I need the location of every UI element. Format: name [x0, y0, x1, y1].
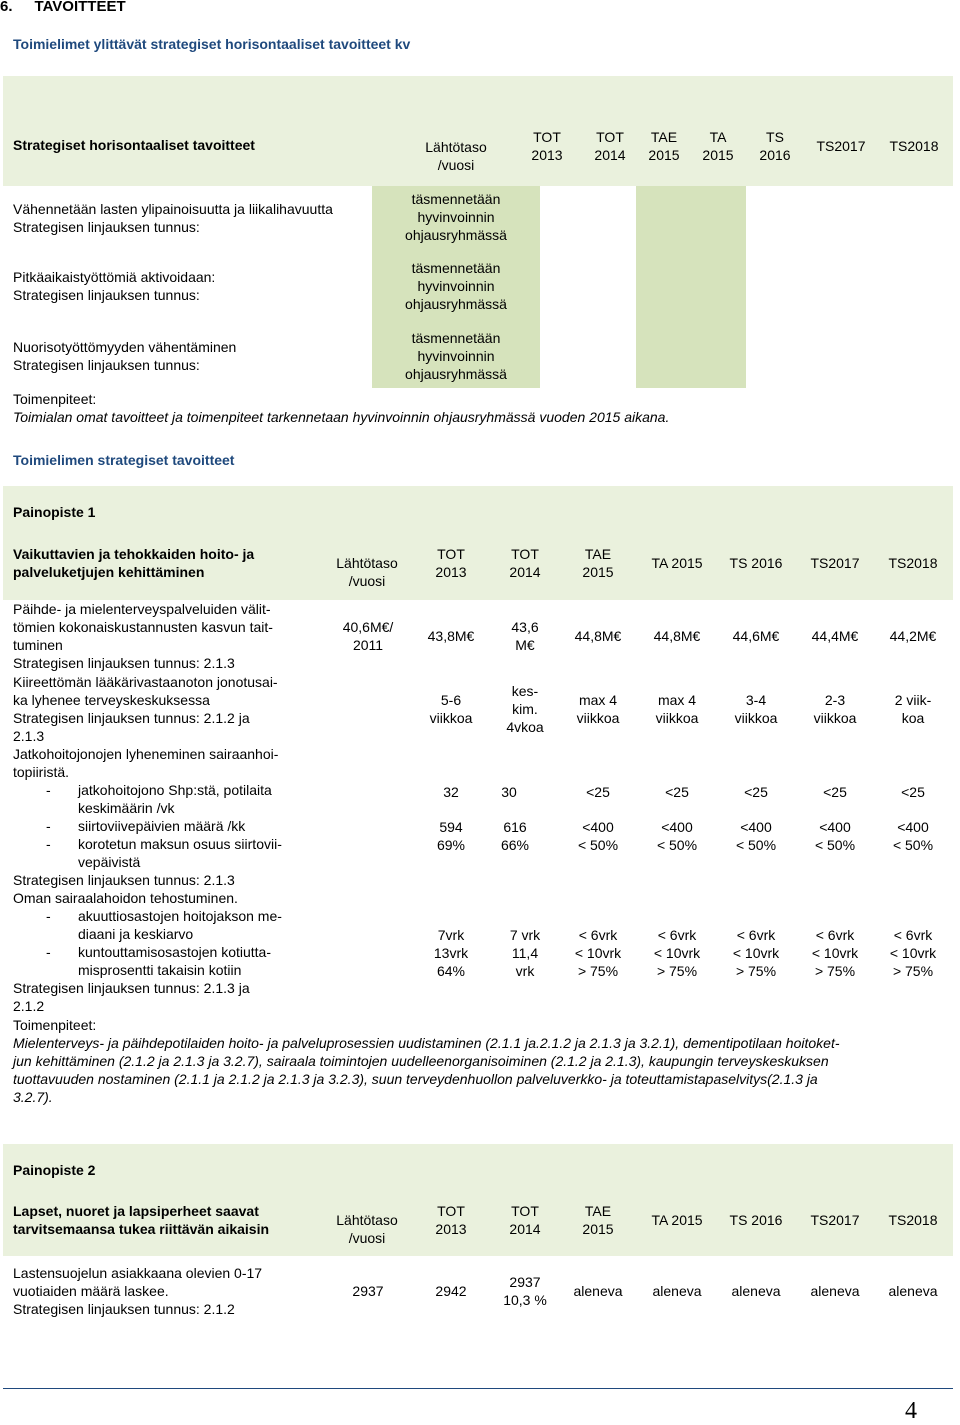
- p1-row-2-v2: kes- kim. 4vkoa: [506, 683, 544, 735]
- p1-row-1-v4: 44,8M€: [653, 628, 701, 644]
- p1-row-1-v3: 44,8M€: [574, 628, 622, 644]
- p1-row-4-v6: < 6vrk < 10vrk > 75%: [811, 927, 859, 979]
- section-title: TAVOITTEET: [34, 0, 126, 15]
- p1-row-4-v1: 7vrk 13vrk 64%: [433, 927, 469, 979]
- p2-col-ts-2016: TS 2016: [729, 1212, 783, 1228]
- p1-row-3a-v4: <25: [665, 784, 689, 800]
- goal-tunnus: Strategisen linjauksen tunnus:: [13, 219, 200, 235]
- p1-row-3b-v1: 594 69%: [436, 819, 466, 853]
- p1-row-1-v2: 43,6 M€: [511, 619, 539, 653]
- footer-divider: [3, 1388, 953, 1389]
- p1-row-3-label: Jatkohoitojonojen lyheneminen sairaanhoi- topiiristä. - jatkohoitojono Shp:stä, potilaita keskimäärin /vk - siirtoviivepäivien määrä /kk - korotetun maksun osuus siirtovii- vepäivistä Strategisen linjauksen tunnus: 2.1.3: [13, 745, 333, 889]
- toimenpiteet-label: Toimenpiteet:: [13, 391, 97, 407]
- p1-row-3b-v5: <400 < 50%: [735, 819, 777, 853]
- table1-col-ta-2015: TA 2015: [702, 129, 734, 163]
- table1-col-ts2017: TS2017: [816, 138, 866, 154]
- p2-col-ts2017: TS2017: [810, 1212, 860, 1228]
- p2-col-tae-2015: TAE 2015: [582, 1203, 614, 1237]
- toimenpiteet-text: Toimialan omat tavoitteet ja toimenpiteet tarkennetaan hyvinvoinnin ohjausryhmässä vuoden 2015 aikana.: [13, 409, 670, 425]
- section2-title: Toimielimen strategiset tavoitteet: [13, 452, 235, 468]
- painopiste2-band: [3, 1144, 953, 1188]
- p1-row-2-v1: 5-6 viikkoa: [429, 692, 473, 726]
- p2-col-ts2018: TS2018: [888, 1212, 938, 1228]
- table1-row-2-lahto: täsmennetään hyvinvoinnin ohjausryhmässä: [405, 260, 507, 312]
- table1-row-1-lahto: täsmennetään hyvinvoinnin ohjausryhmässä: [405, 191, 507, 243]
- p2-row-1-v2: 2937 10,3 %: [503, 1274, 547, 1308]
- p2-row-1-v7: aleneva: [888, 1283, 938, 1299]
- table1-col-tot-2014: TOT 2014: [594, 129, 626, 163]
- p2-col-tot-2014: TOT 2014: [509, 1203, 541, 1237]
- p1-col-ts2017: TS2017: [810, 555, 860, 571]
- p1-row-4-v5: < 6vrk < 10vrk > 75%: [732, 927, 780, 979]
- p1-row-1-v1: 43,8M€: [427, 628, 475, 644]
- p1-row-4-v2: 7 vrk 11,4 vrk: [509, 927, 541, 979]
- p1-col-tot-2014: TOT 2014: [509, 546, 541, 580]
- p1-col-ta-2015: TA 2015: [651, 555, 703, 571]
- section-heading: [0, 0, 126, 16]
- table1-toimenpiteet: [13, 390, 669, 426]
- p2-row-1-v1: 2942: [435, 1283, 467, 1299]
- p2-row-1-v4: aleneva: [652, 1283, 702, 1299]
- p1-row-3b-v4: <400 < 50%: [656, 819, 698, 853]
- p1-row-3a-v5: <25: [744, 784, 768, 800]
- p1-col-tot-2013: TOT 2013: [435, 546, 467, 580]
- list-item: - kuntouttamisosastojen kotiutta- misprosentti takaisin kotiin: [46, 944, 271, 978]
- p1-row-3b-v7: <400 < 50%: [892, 819, 934, 853]
- p1-row-4-v3: < 6vrk < 10vrk > 75%: [574, 927, 622, 979]
- table1-row-1: [13, 200, 333, 236]
- p1-row-2-v5: 3-4 viikkoa: [734, 692, 778, 726]
- table1-first-header: Strategiset horisontaaliset tavoitteet: [13, 137, 255, 153]
- goal-tunnus: Strategisen linjauksen tunnus:: [13, 357, 200, 373]
- painopiste1-band: [3, 486, 953, 530]
- p2-row-1-label: Lastensuojelun asiakkaana olevien 0-17 vuotiaiden määrä laskee. Strategisen linjauksen tunnus: 2.1.2: [13, 1265, 263, 1317]
- p1-toimenpiteet: Toimenpiteet: Mielenterveys- ja päihdepotilaiden hoito- ja palveluprosessien uudistaminen (2.1.1 ja.2.1.2 ja 2.1.3 ja 3.2.1), dementipotilaan hoitoket- jun kehittäminen (2.1.2 ja 2.1.3 ja 3.2.7), sairaala toimintojen uudelleenorganisoiminen (2.1.2 ja 2.1.3), kaupungin terveyskeskuksen tuottavuuden nostaminen (2.1.1 ja 2.1.2 ja 2.1.3 ja 3.2.3), suun terveydenhuollon palveluverkko- ja toteuttamistapaselvitys(2.1.3 ja 3.2.7).: [13, 1016, 948, 1106]
- p1-row-3a-v1: 32: [443, 784, 459, 800]
- p1-row-4-v7: < 6vrk < 10vrk > 75%: [889, 927, 937, 979]
- p1-row-2-v3: max 4 viikkoa: [576, 692, 620, 726]
- p1-row-3a-v3: <25: [586, 784, 610, 800]
- p1-row-3a-v7: <25: [901, 784, 925, 800]
- p2-col-ta-2015: TA 2015: [651, 1212, 703, 1228]
- p1-row-4-v4: < 6vrk < 10vrk > 75%: [653, 927, 701, 979]
- p1-row-2-v6: 2-3 viikkoa: [813, 692, 857, 726]
- goal-tunnus: Strategisen linjauksen tunnus:: [13, 287, 200, 303]
- table1-col-tae-2015: TAE 2015: [648, 129, 680, 163]
- table1-tae-ta-column: [636, 186, 746, 388]
- table1-col-ts-2016: TS 2016: [759, 129, 791, 163]
- page-number: 4: [905, 1398, 917, 1424]
- table1-col-tot-2013: TOT 2013: [531, 129, 563, 163]
- p1-row-1-v6: 44,4M€: [811, 628, 859, 644]
- goal-title: Vähennetään lasten ylipainoisuutta ja liikalihavuutta: [13, 201, 333, 217]
- p1-row-1-v5: 44,6M€: [732, 628, 780, 644]
- table1-row-3: [13, 338, 236, 374]
- p1-row-3b-v2: 616 66%: [500, 819, 530, 853]
- p1-row-3a-v2: 30: [501, 784, 517, 800]
- p1-row-1-label: Päihde- ja mielenterveyspalveluiden välit- tömien kokonaiskustannusten kasvun tait- tuminen Strategisen linjauksen tunnus: 2.1.3: [13, 601, 273, 671]
- p1-lahto-header: Lähtötaso /vuosi: [336, 555, 398, 589]
- p2-col-tot-2013: TOT 2013: [435, 1203, 467, 1237]
- table1-row-3-lahto: täsmennetään hyvinvoinnin ohjausryhmässä: [405, 330, 507, 382]
- p1-col-tae-2015: TAE 2015: [582, 546, 614, 580]
- p2-row-1-v3: aleneva: [573, 1283, 623, 1299]
- painopiste1-first-header: Vaikuttavien ja tehokkaiden hoito- ja palveluketjujen kehittäminen: [13, 546, 255, 580]
- table1-row-2: [13, 268, 215, 304]
- p1-col-ts-2016: TS 2016: [729, 555, 783, 571]
- list-item: - korotetun maksun osuus siirtovii- vepäivistä: [46, 836, 282, 870]
- section-number: 6.: [0, 0, 13, 15]
- goal-title: Pitkäaikaistyöttömiä aktivoidaan:: [13, 269, 216, 285]
- table1-col-ts2018: TS2018: [889, 138, 939, 154]
- list-item: - akuuttiosastojen hoitojakson me- diaani ja keskiarvo: [46, 908, 282, 942]
- p1-row-2-v7: 2 viik- koa: [894, 692, 932, 726]
- p2-row-1-lahto: 2937: [352, 1283, 384, 1299]
- p2-row-1-v6: aleneva: [810, 1283, 860, 1299]
- p2-lahto-header: Lähtötaso /vuosi: [336, 1212, 398, 1246]
- subsection-title: Toimielimet ylittävät strategiset horisontaaliset tavoitteet kv: [13, 36, 411, 52]
- p1-row-4-label: Oman sairaalahoidon tehostuminen. - akuuttiosastojen hoitojakson me- diaani ja keskiarvo - kuntouttamisosastojen kotiutta- misprosentti takaisin kotiin Strategisen linjauksen tunnus: 2.1.3 ja 2.1.2: [13, 889, 333, 1015]
- painopiste2-label: Painopiste 2: [13, 1162, 96, 1178]
- p1-row-3a-v6: <25: [823, 784, 847, 800]
- list-item: - jatkohoitojono Shp:stä, potilaita keskimäärin /vk: [46, 782, 272, 816]
- toimenpiteet-label: Toimenpiteet:: [13, 1017, 97, 1033]
- goal-title: Nuorisotyöttömyyden vähentäminen: [13, 339, 237, 355]
- p1-row-2-v4: max 4 viikkoa: [655, 692, 699, 726]
- painopiste2-first-header: Lapset, nuoret ja lapsiperheet saavat tarvitsemaansa tukea riittävän aikaisin: [13, 1203, 270, 1237]
- p1-row-1-lahto: 40,6M€/ 2011: [342, 619, 394, 653]
- p1-row-3b-v6: <400 < 50%: [814, 819, 856, 853]
- table1-lahto-header: Lähtötaso /vuosi: [425, 139, 487, 173]
- p1-row-3b-v3: <400 < 50%: [577, 819, 619, 853]
- p2-row-1-v5: aleneva: [731, 1283, 781, 1299]
- p1-col-ts2018: TS2018: [888, 555, 938, 571]
- p1-row-2-label: Kiireettömän lääkärivastaanoton jonotusai- ka lyhenee terveyskeskuksessa Strategisen linjauksen tunnus: 2.1.2 ja 2.1.3: [13, 674, 278, 744]
- painopiste1-label: Painopiste 1: [13, 504, 96, 520]
- list-item: - siirtoviivepäivien määrä /kk: [46, 818, 246, 834]
- table1-top-band: [3, 76, 953, 120]
- p1-row-1-v7: 44,2M€: [889, 628, 937, 644]
